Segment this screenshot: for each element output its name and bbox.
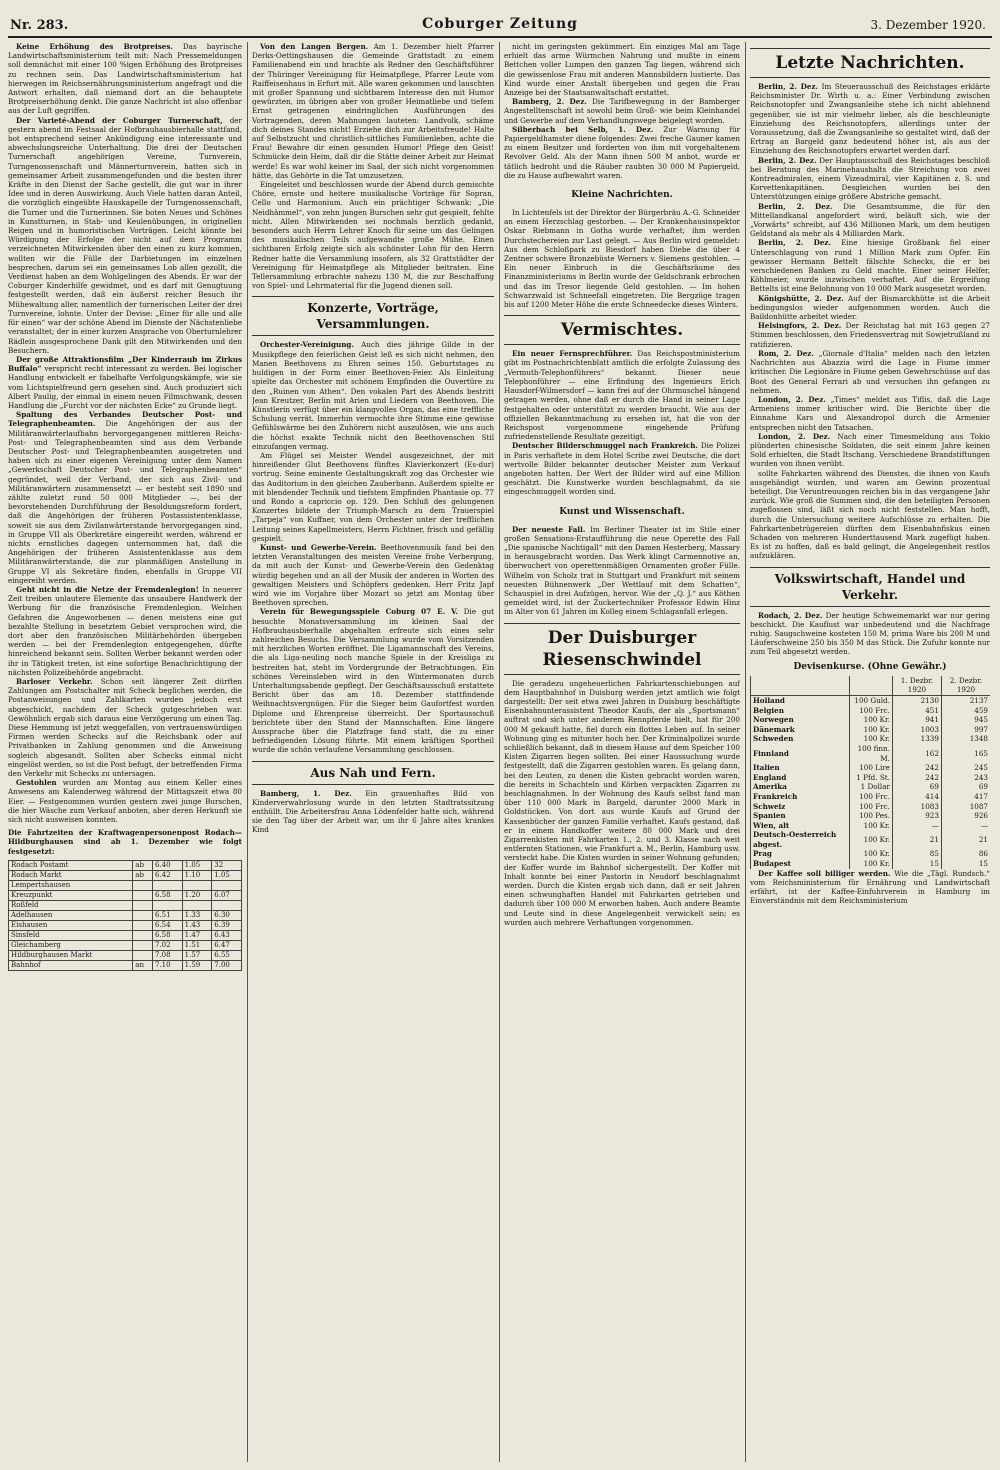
article-text: Eine hiesige Großbank fiel einer Unterschlagung von rund 1 Million Mark zum Opfer. Ein gewisser Hermann Bettelt fälschte Schecks, die er bei verschiedenen Banken zu Geld machte. Einer seiner Helfer, Köhlmeier, wurde inzwischen verhaftet. Auf die Ergreifung Bettelts ist eine Belohnung von 10 000 Mark ausgesetzt worden. bbox=[750, 238, 990, 294]
table-cell: 1087 bbox=[941, 802, 990, 812]
table-cell: Schweiz bbox=[751, 802, 850, 812]
article-paragraph bbox=[8, 355, 242, 410]
table-cell bbox=[182, 900, 212, 910]
table-row bbox=[751, 830, 991, 849]
masthead: Coburger Zeitung bbox=[422, 16, 578, 32]
article-heading: Bamberg, 2. Dez. bbox=[512, 97, 587, 107]
exchange-rates-table bbox=[750, 676, 990, 869]
section-heading: Kleine Nachrichten. bbox=[571, 190, 673, 201]
table-row bbox=[9, 940, 242, 950]
table-cell: Deutsch-Oesterreich abgest. bbox=[751, 830, 850, 849]
table-cell: Finnland bbox=[751, 744, 850, 763]
table-cell: 6.55 bbox=[212, 950, 242, 960]
table-cell: Amerika bbox=[751, 782, 850, 792]
article-text: Ein grauenhaftes Bild von Kinderverwahrlosung wurde in den letzten Stadtratssitzung enthüllt. Die Arbeitersfrau Anna Lödenfelder hatte sich, während sie den Tag über der Arbeit war, um ihr 6 Jahre altes krankes Kind bbox=[252, 788, 494, 835]
article-paragraph bbox=[504, 525, 740, 617]
article-heading: Rodach, 2. Dez. bbox=[758, 610, 823, 620]
table-cell bbox=[182, 880, 212, 890]
column-4 bbox=[750, 42, 990, 1462]
table-cell: 100 Guld. bbox=[850, 695, 893, 705]
table-cell: 414 bbox=[892, 792, 941, 802]
table-row bbox=[9, 890, 242, 900]
table-cell: 100 Frc. bbox=[850, 802, 893, 812]
article-text: In neuerer Zeit treiben unlautere Elemente das unsaubere Handwerk der Werbung für die französische Fremdenlegion. Welchen Gefahren die Angeworbenen — denen meistens eine gut bezahlte Stellung in besetztem Gebiet versprochen wird, die dort aber den französischen Militärbehörden übergeben werden — bei der Fremdenlegion entgegengehen, dürfte hinreichend bekannt sein. Sollten Werber bekannt werden oder ihr in Tätigkeit treten, ist eine sofortige Benachrichtigung der nächsten Polizeibehörde angebracht. bbox=[8, 584, 242, 677]
article-text: Die Polizei in Paris verhaftete in dem Hotel Scribe zwei Deutsche, die dort wertvolle Bilder bekannter deutscher Meister zum Verkauf angeboten hatten. Der Wert der Bilder wird auf eine Million geschätzt. Die Kunstwerke wurden beschlagnahmt, da sie eingeschmuggelt worden sind. bbox=[504, 441, 740, 497]
table-row bbox=[751, 763, 991, 773]
table-cell: 242 bbox=[892, 773, 941, 783]
article-text: Die Angehörigen der aus der Militäranwärterlaufbahn hervorgegangenen mittleren Reichs-Post- und Telegraphenbeamten sind aus dem Verbande Deutscher Post- und Telegraphenbeamten ausgetreten und haben sich zu einer eigenen Vereinigung unter dem Namen „Gewerkschaft Deutscher Post- und Telegraphenbeamten“ gegründet, weil der Verband, der sich aus Zivil- und Militäranwärtern zusammensetzt — er besteht seit 1890 und zählte zuletzt rund 50 000 Mitglieder —, bei der bevorstehenden Durchführung der Besoldungsreform fordert, daß die Angehörigen der früheren Postassistentenklasse, soweit sie aus dem Zivilanwärterstande hervorgegangen sind, in Gruppe VII als Oberkretäre eingereiht werden, während er nichts ernstliches dagegen unternommen hat, daß die Angehörigen der früheren Assistentenklasse aus dem Militäranwärterstande, die zur planmäßigen Anstellung in Gruppe VI als Sekretäre finden, ebenfalls in Gruppe VII eingereiht werden. bbox=[8, 419, 242, 585]
article-paragraph bbox=[504, 349, 740, 441]
table-cell: Sinsfeld bbox=[9, 930, 133, 940]
article-text: nicht im geringsten gekümmert. Ein einziges Mal am Tage erhielt das arme Würmchen Nahrung und mußte in einem Bettchen voller Lumpen den ganzen Tag liegen, während sich die gewissenlose Frau mit anderen Mannsbildern lustierte. Das Kind wurde einer Anstalt übergeben und gegen die Frau Anzeige bei der Staatsanwaltschaft erstattet. bbox=[504, 42, 740, 98]
table-cell: 926 bbox=[941, 811, 990, 821]
article-paragraph bbox=[504, 679, 740, 927]
table-cell: Roßfeld bbox=[9, 900, 133, 910]
table-row bbox=[751, 773, 991, 783]
table-cell: Lempertshausen bbox=[9, 880, 133, 890]
table-cell bbox=[133, 940, 153, 950]
table-row bbox=[751, 744, 991, 763]
article-heading: Orchester-Vereinigung. bbox=[260, 340, 354, 350]
table-cell: 1.10 bbox=[182, 870, 212, 880]
table-cell: 100 Kr. bbox=[850, 715, 893, 725]
article-paragraph bbox=[750, 432, 990, 469]
table-cell: 7.10 bbox=[152, 960, 182, 970]
table-header-cell: 2. Dezbr. 1920 bbox=[941, 676, 990, 696]
article-text: Im Berliner Theater ist im Stile einer großen Sensations-Erstaufführung die neue Operette des Fall „Die spanische Nachtigall“ mit den Damen Hesterberg, Massary in herausgebracht worden. Das Werk klingt Carmennotive an, überwuchert von operettenmäßigen Ornamenten großer Fülle. Wilhelm von Scholz trat in Stuttgart und Frankfurt mit seinem neuesten Bühnenwerk „Der Wettlauf mit dem Schatten“, Schauspiel in drei Aufzügen, hervor. Wie der „Q. J.“ aus Köthen gemeldet wird, ist der Zuckertechniker Professor Edwin Hinz im Alter von 61 Jahren im Kolleg einem Schlaganfall erlegen. bbox=[504, 524, 740, 617]
table-row bbox=[9, 960, 242, 970]
table-cell: 100 Lire bbox=[850, 763, 893, 773]
section-heading: Volkswirtschaft, Handel und Verkehr. bbox=[750, 567, 990, 607]
table-cell: 997 bbox=[941, 725, 990, 735]
article-paragraph bbox=[252, 180, 494, 290]
table-cell: — bbox=[892, 821, 941, 831]
table-cell: 945 bbox=[941, 715, 990, 725]
article-text: Das Reichspostministerium gibt im Postnachrichtenblatt amtlich die erfolgte Zulassung des „Vermuth-Telephonführers“ bekannt. Dieser neue Telephonführer — eine Erfindung des Ingenieurs Erich Hausdorf-Wilmersdorf — kann frei auf der Ohrmuschel hängend getragen werden, ohne daß er durch die Hand in seiner Lage festgehalten oder unterstützt zu werden braucht. Wie aus der offiziellen Bekanntmachung zu ersehen ist, hat die von der Reichspost vorgenommene eingehende Prüfung zufriedenstellende Resultate gezeitigt. bbox=[504, 349, 740, 442]
table-cell bbox=[212, 880, 242, 890]
table-cell bbox=[133, 950, 153, 960]
table-cell: 100 Kr. bbox=[850, 859, 893, 869]
article-paragraph bbox=[750, 156, 990, 202]
article-paragraph bbox=[504, 42, 740, 97]
table-cell: 6.51 bbox=[152, 910, 182, 920]
section-heading: Letzte Nachrichten. bbox=[750, 48, 990, 78]
article-paragraph bbox=[252, 607, 494, 754]
table-cell: 1.57 bbox=[182, 950, 212, 960]
table-cell: 1.33 bbox=[182, 910, 212, 920]
table-cell: Norwegen bbox=[751, 715, 850, 725]
article-paragraph bbox=[8, 116, 242, 355]
article-text: „Giornale d'Italia“ melden nach den letzten Nachrichten aus Abazzia wird die Lage in Fiume immer kritischer. Die Legionäre in Fiume geben Gewehrschüsse auf das Boot des General Ferrari ab und versuchen ihn gefangen zu nehmen. bbox=[750, 348, 990, 395]
article-heading: Barloser Verkehr. bbox=[16, 677, 93, 687]
table-cell: Prag bbox=[751, 849, 850, 859]
column-1 bbox=[8, 42, 242, 1462]
table-cell: 7.02 bbox=[152, 940, 182, 950]
column-divider bbox=[745, 42, 746, 1462]
article-heading: Der neueste Fall. bbox=[512, 524, 586, 534]
table-cell bbox=[152, 900, 182, 910]
table-row bbox=[9, 920, 242, 930]
article-text: Der heutige Schweinemarkt war nur gering beschickt. Die Kauflust war unbedeutend und die Nachfrage ruhig. Saugschweine kosteten 150 M, prima Ware bis 200 M und Läuferschweine 250 bis 350 M das Stück. Die Zufuhr konnte nur zum Teil abgesetzt werden. bbox=[750, 610, 990, 657]
article-text: Die geradezu ungeheuerlichen Fahrkartenschiebungen auf dem Hauptbahnhof in Duisburg werden jetzt amtlich wie folgt dargestellt: Der seit etwa zwei Jahren in Duisburg beschäftigte Eisenbahnunterassistent Theodor Kaufs, der als „Sportsmann“ auftrat und sich unter anderem Rennpferde hielt, hat für 200 000 M gekauft hatte, fiel durch ein flottes Leben auf. In seiner Wohnung ging es mitunter hoch her. Der Kriminalpolizei wurde schließlich bekannt, daß in diesem Hause auf dem Speicher 100 Kisten Zigarren liegen sollten. Bei einer Haussuchung wurde festgestellt, daß die Zigarren gestohlen waren. Es gelang dann, bei den Leuten, zu denen die Kisten gebracht worden waren, die bereits in Schachteln und Körben verpackten Zigarren zu beschlagnahmen. In der Wohnung des Kaufs selbst fand man über 110 000 Mark in Bargeld, darunter 2000 Mark in Goldstücken. Von dort aus wurde Kaufs auf Grund der Kassenbücher der ganzen Familie verhaftet. Kaufs gestand, daß er in einem Handkoffer weitere 80 000 Mark und drei Zigarrenkisten mit Fahrkarten 1., 2. und 3. Klasse nach weit entfernten Stationen, wie Frankfurt a. M., Berlin, Hamburg usw. versteckt habe. Die Kisten wurden in seiner Wohnung gefunden; der Koffer wurde im Bahnhof sichergestellt. Der Koffer mit Inhalt konnte bei einer Pastorin in Neudorf beschlagnahmt werden. Durch die Kisten ergab sich dann, daß er seit Jahren einen schwunghaften Handel mit Fahrkarten getrieben und dadurch über 100 000 M erworben haben. Auch andere Beamte und Leute sind in diese Angelegenheit verwickelt sein; es wurden auch mehrere Verhaftungen vorgenommen. bbox=[504, 678, 740, 927]
table-cell: 6.58 bbox=[152, 890, 182, 900]
table-header-cell bbox=[751, 676, 850, 696]
table-cell: 459 bbox=[941, 706, 990, 716]
article-paragraph bbox=[8, 778, 242, 824]
table-row bbox=[751, 859, 991, 869]
table-cell: 100 Kr. bbox=[850, 849, 893, 859]
table-cell: 6.40 bbox=[152, 860, 182, 870]
table-cell: 1.05 bbox=[182, 860, 212, 870]
article-heading: Berlin, 2. Dez. bbox=[758, 155, 817, 165]
table-cell bbox=[133, 880, 153, 890]
table-cell: 1.59 bbox=[182, 960, 212, 970]
table-cell bbox=[133, 900, 153, 910]
table-cell bbox=[152, 880, 182, 890]
article-heading: Verein für Bewegungsspiele Coburg 07 E. V. bbox=[260, 607, 458, 617]
table-cell: Italien bbox=[751, 763, 850, 773]
article-text: Die Gesamtsumme, die für den Mittellandkanal angefordert wird, beläuft sich, wie der „Vorwärts“ schreibt, auf 436 Millionen Mark, um dem heutigen Geldstand als mehr als 4 Milliarden Mark. bbox=[750, 201, 990, 239]
table-cell: ab bbox=[133, 860, 153, 870]
table-cell: 1.47 bbox=[182, 930, 212, 940]
column-3 bbox=[504, 42, 740, 1462]
table-row bbox=[751, 792, 991, 802]
table-cell: 69 bbox=[892, 782, 941, 792]
article-heading: Gestohlen bbox=[16, 778, 57, 788]
table-row bbox=[9, 860, 242, 870]
article-heading: Berlin, 2. Dez. bbox=[758, 201, 833, 211]
article-paragraph bbox=[750, 395, 990, 432]
table-cell: 941 bbox=[892, 715, 941, 725]
article-paragraph bbox=[504, 208, 740, 309]
table-cell: 923 bbox=[892, 811, 941, 821]
article-paragraph bbox=[504, 125, 740, 180]
header-rule bbox=[8, 36, 992, 38]
table-row bbox=[751, 695, 991, 705]
bus-schedule-table bbox=[8, 860, 242, 971]
table-cell: 6.47 bbox=[212, 940, 242, 950]
table-cell: 100 Frc. bbox=[850, 706, 893, 716]
table-cell: 6.42 bbox=[152, 870, 182, 880]
table-cell: Adelhausen bbox=[9, 910, 133, 920]
table-cell: 86 bbox=[941, 849, 990, 859]
table-cell: 1.20 bbox=[182, 890, 212, 900]
issue-number: Nr. 283. bbox=[10, 18, 69, 33]
table-cell: 242 bbox=[892, 763, 941, 773]
article-paragraph bbox=[252, 340, 494, 450]
article-text: Der Reichstag hat mit 163 gegen 27 Stimmen beschlossen, den Friedensvertrag mit Sowjetrußland zu ratifizieren. bbox=[750, 321, 990, 349]
article-text: verspricht recht interessant zu werden. Bei logischer Handlung entwickelt er fabelhafte Verfolgungskämpfe, wie sie vom Lichtspielfreund gern gesehen sind. Auch produziert sich Albert Paulig, der einmal in einem neuen Filmschwank, dessen Handlung die „Furcht vor der nächsten Ecke“ zu Grunde liegt. bbox=[8, 364, 242, 410]
table-row bbox=[751, 734, 991, 744]
article-heading: Geht nicht in die Netze der Fremdenlegion! bbox=[16, 584, 199, 594]
table-row bbox=[751, 725, 991, 735]
article-heading: Der große Attraktionsfilm „Der Kinderraub im Zirkus Buffalo“ bbox=[8, 354, 242, 374]
table-cell: Hildburghausen Markt bbox=[9, 950, 133, 960]
article-paragraph bbox=[252, 543, 494, 607]
table-cell: 6.43 bbox=[212, 930, 242, 940]
article-text: Am 1. Dezember hielt Pfarrer Derks-Oettingshausen die Gemeinde Grattstadt zu einem Familienabend ein und brachte als Redner den Geschäftsführer der Thüringer Vereinigung für Heimatpflege, Pfarrer Leute vom Raiffeisenhaus in Erfurt mit. Alle waren gekommen und lauschten mit großer Spannung und sichtbarem Interesse den mit Humor gewürzten, im übrigen aber von großer Heimatliebe und tiefem Ernst getragenen eindringlichen Ausführungen des Vortragenden, deren Mahnungen lauteten: Landvolk, schäme dich deines Standes nicht! Erziehe dich zur Arbeitsfreude! Halte auf Selbstzucht und christlich-sittliches Familienleben, achte die Frau! Bewahre dir einen gesunden Humor! Pflege den Geist! Schmücke dein Heim, daß dir die Stätte deiner Arbeit zur Heimat werde! Es war wohl keiner im Saal, der sich nicht vorgenommen hätte, das Gehörte in die Tat umzusetzen. bbox=[252, 42, 494, 180]
article-text: „Times“ meldet aus Tiflis, daß die Lage Armeniens immer kritischer wird. Die Berichte über die Einnahme Kars und Alexandropol durch die Armenier entsprechen nicht den Tatsachen. bbox=[750, 394, 990, 432]
table-header-cell bbox=[850, 676, 893, 696]
article-paragraph bbox=[750, 294, 990, 322]
table-cell: 6.30 bbox=[212, 910, 242, 920]
article-heading: Königshütte, 2. Dez. bbox=[758, 293, 844, 303]
exchange-rates-title: Devisenkurse. (Ohne Gewähr.) bbox=[793, 661, 947, 672]
article-paragraph bbox=[750, 202, 990, 239]
article-text: Nach einer Timesmeldung aus Tokio plünderten chinesische Soldaten, die seit einem Jahre keinen Sold erhielten, die Stadt Itschang. Verschiedene Brandstiftungen wurden von ihnen verübt. bbox=[750, 431, 990, 469]
article-heading: Spaltung des Verbandes Deutscher Post- und Telegraphenbeamten. bbox=[8, 410, 242, 429]
table-cell: 1003 bbox=[892, 725, 941, 735]
article-paragraph bbox=[750, 469, 990, 561]
table-cell: 1.51 bbox=[182, 940, 212, 950]
table-row bbox=[9, 910, 242, 920]
table-row bbox=[9, 900, 242, 910]
table-cell: 21 bbox=[941, 830, 990, 849]
article-text: Auf der Bismarckhütte ist die Arbeit bedingungslos wieder aufgenommen worden. Auch die Baildonhütte arbeitet wieder. bbox=[750, 293, 990, 322]
table-cell: 6.54 bbox=[152, 920, 182, 930]
article-heading: Silberbach bei Selb, 1. Dez. bbox=[512, 124, 654, 134]
table-row bbox=[9, 880, 242, 890]
table-cell: Dänemark bbox=[751, 725, 850, 735]
table-cell: Holland bbox=[751, 695, 850, 705]
table-row bbox=[751, 849, 991, 859]
table-cell: 1083 bbox=[892, 802, 941, 812]
article-heading: Berlin, 2. Dez. bbox=[758, 238, 832, 248]
article-heading: Bamberg, 1. Dez. bbox=[260, 788, 352, 798]
article-paragraph bbox=[504, 441, 740, 496]
article-heading: Der Varieté-Abend der Coburger Turnerschaft, bbox=[16, 115, 223, 125]
article-text: wurden am Montag aus einem Keller eines Anwesens am Kalenderweg während der Mittagszeit etwa 80 Eier. — Festgenommen wurden gestern zwei junge Burschen, die hier Wäsche zum Verkauf anboten, aber deren Herkunft sie sich nicht ausweisen konnten. bbox=[8, 778, 242, 825]
table-cell: 7.08 bbox=[152, 950, 182, 960]
table-cell: Wien, alt bbox=[751, 821, 850, 831]
table-cell: 417 bbox=[941, 792, 990, 802]
article-paragraph bbox=[8, 42, 242, 116]
table-cell: 2130 bbox=[892, 695, 941, 705]
table-cell: Spanien bbox=[751, 811, 850, 821]
article-heading: Helsingfors, 2. Dez. bbox=[758, 321, 842, 331]
article-paragraph bbox=[750, 869, 990, 906]
issue-date: 3. Dezember 1920. bbox=[870, 18, 986, 32]
table-cell: 100 Kr. bbox=[850, 830, 893, 849]
table-cell: 1 Dollar bbox=[850, 782, 893, 792]
table-cell bbox=[133, 920, 153, 930]
table-cell: 15 bbox=[941, 859, 990, 869]
section-heading: Kunst und Wissenschaft. bbox=[559, 506, 685, 517]
table-header-row bbox=[751, 676, 991, 696]
article-paragraph bbox=[8, 585, 242, 677]
article-paragraph bbox=[750, 611, 990, 657]
table-row bbox=[751, 821, 991, 831]
section-heading: Der Duisburger Riesenschwindel bbox=[504, 623, 740, 675]
article-text: Das bayrische Landwirtschaftsministerium teilt mit: Nach Pressemeldungen soll demnächst mit einer 100 %igen Erhöhung des Brotpreises zu rechnen sein. Das Landwirtschaftsministerium hat hierwegen im Reichsernährungsministerium angefragt und die Antwort erhalten, daß niemand dort an die behauptete Brotpreiserhöhung denkt. Die ganze Nachricht ist also offenbar aus der Luft gegriffen. bbox=[8, 42, 242, 116]
article-text: Auch dies jährige Gilde in der Musikpflege den feierlichen Geist leß es sich nicht nehmen, den Manen Beethovens zu Ehren seines 150. Geburtstages zu huldigen in der Form einer Beethoven-Feier. Als Einleitung spielte das Orchester mit schönem Empfinden die Ouvertüre zu den „Ruinen von Athen“. Den vokalen Part des Abends bestritt Jean Kreutzer, Berlin mit Arien und Liedern von Beethoven. Die Künstlerin verfügt über ein klangvolles Organ, das eine treffliche Schulung verrät. Immerhin vermochte ihre Stimme eine gewisse Gefühlswärme bei den Zuhörern nicht auszulösen, wie uns auch die höchst exakte Technik nicht den Beethovenschen Stil einzufangen vermag. bbox=[252, 340, 494, 451]
table-header-cell: 1. Dezbr. 1920 bbox=[892, 676, 941, 696]
table-cell: 1.43 bbox=[182, 920, 212, 930]
article-paragraph bbox=[252, 42, 494, 180]
article-text: Die gut besuchte Monatsversammlung im kleinen Saal der Hofbrauhausbierhalle abgehalten erfreute sich eines sehr zahlreichen Besuchs. Die Versammlung wurde vom Vorsitzenden mit herzlichen Worten eröffnet. Die Ligamannschaft des Vereins, die als Liga-neuling noch manche Spiele in der Kreisliga zu bestreiten hat, steht im Vordergrunde der Betrachtungen. Ein schönes Vereinsleben wird in den Wintermonaten durch Unterhaltungsabende gepflegt. Der Geschäftsausschuß erstattete Bericht über das am 18. Dezember stattfindende Weihnachtsvergnügen. Für die Sieger beim Gaufortfest wurden Diplome und Ehrenpreise überreicht. Der Sportausschuß berichtete über den Stand der Mannschaften. Eine längere Aussprache über die Platzfrage fand statt, die zu einer befriedigenden Lösung führte. Mit einem kräftigen Sportheil wurde die schön verlaufene Versammlung geschlossen. bbox=[252, 607, 494, 755]
article-text: Wie die „Tägl. Rundsch.“ vom Reichsministerium für Ernährung und Landwirtschaft erfährt, ist der Kaffee-Einfuhrverein in Hamburg im Einverständnis mit dem Reichsministerium bbox=[750, 868, 990, 906]
table-cell: 15 bbox=[892, 859, 941, 869]
table-cell: Gleichamberg bbox=[9, 940, 133, 950]
table-cell: — bbox=[941, 821, 990, 831]
table-row bbox=[751, 715, 991, 725]
article-heading: Keine Erhöhung des Brotpreises. bbox=[16, 42, 173, 51]
table-cell: 32 bbox=[212, 860, 242, 870]
table-cell: 100 Frc. bbox=[850, 792, 893, 802]
table-cell: Schweden bbox=[751, 734, 850, 744]
table-cell: England bbox=[751, 773, 850, 783]
table-cell: 1 Pfd. St. bbox=[850, 773, 893, 783]
article-text: In Lichtenfels ist der Direktor der Bürgerbräu A.-G. Schneider an einem Herzschlag gestorben. — Der Krankenhausinspektor Oskar Riebmann in Gotha wurde verhaftet; ihm werden Durchstechereien zur Last gelegt. — Aus Berlin wird gemeldet: Aus dem Schloßpark zu Biesdorf haben Diebe die über 4 Zentner schwere Bronzebüste Werners v. Siemens gestohlen. — Ein neuer Einbruch in die Geschäftsräume des Finanzministeriums in Berlin wurde der Geldschrank erbrochen und das im Tresor liegende Geld gestohlen. — Im hohen Schwarzwald ist Schneefall eingetreten. Die Bergzüge tragen bis auf 1200 Meter Höhe die erste Schneedecke dieses Winters. bbox=[504, 208, 740, 310]
table-cell: Kreuzpunkt bbox=[9, 890, 133, 900]
table-cell bbox=[133, 930, 153, 940]
article-heading: Ein neuer Fernsprechführer. bbox=[512, 349, 633, 359]
table-row bbox=[9, 950, 242, 960]
column-divider bbox=[499, 42, 500, 1462]
section-heading: Aus Nah und Fern. bbox=[252, 761, 494, 785]
table-cell bbox=[133, 890, 153, 900]
article-paragraph bbox=[750, 349, 990, 395]
table-cell bbox=[212, 900, 242, 910]
table-cell: 7.00 bbox=[212, 960, 242, 970]
article-text: Am Flügel sei Meister Wendel ausgezeichnet, der mit hinreißender Glut Beethovens fünftes Klavierkonzert (Es-dur) vortrug. Seine eminente Gestaltungskraft zog das Orchester wie das Auditorium in den gleichen Zauberbann. Außerdem spielte er mit blendender Technik und tiefstem Empfinden Phantasie op. 77 und Rondo a capriccio op. 129. Den Schluß des gelungenen Konzertes bildete der Triumph-Marsch zu dem Trauerspiel „Tarpeja“ von Kuffner, von dem Orchester unter der trefflichen Leitung seines Kapellmeisters, Herrn Fichtner, frisch und gefällig gespielt. bbox=[252, 450, 494, 543]
table-cell: Rodach Postamt bbox=[9, 860, 133, 870]
table-cell: 6.39 bbox=[212, 920, 242, 930]
article-heading: Rom, 2. Dez. bbox=[758, 348, 814, 358]
table-cell: 6.07 bbox=[212, 890, 242, 900]
article-paragraph bbox=[504, 97, 740, 125]
section-heading: Vermischtes. bbox=[504, 315, 740, 345]
article-paragraph bbox=[8, 410, 242, 585]
page-header bbox=[0, 0, 1000, 36]
column-divider bbox=[247, 42, 248, 1462]
table-cell bbox=[133, 910, 153, 920]
table-cell: 69 bbox=[941, 782, 990, 792]
table-cell: 162 bbox=[892, 744, 941, 763]
article-paragraph bbox=[8, 677, 242, 778]
table-row bbox=[9, 930, 242, 940]
table-row bbox=[751, 802, 991, 812]
article-text: der gestern abend im Festsaal der Hofbrauhausbierhalle stattfand, bot entsprechend seiner Ankündigung eine interessante und abwechslungsreiche Unterhaltung. Die drei der Deutschen Turnerschaft angehörigen Vereine, Turnverein, Turngenossenschaft und Männerturnverein, hatten sich in gemeinsamer Arbeit zusammengefunden und die besten ihrer Kräfte in den Dienst der Sache gestellt, die gut war in ihrer Idee und in deren Auswirkung. Auch Viele hatten daran Anteil, die vorzüglich eingeübte Hauskapelle der Turngenossenschaft, die Turner und die Turnerinnen. Sie boten Neues und Schönes in Kunstturnen, in Stab- und Keulenübungen, in originellen Reigen und in humoristischen Vorträgen. Leicht könnte bei Würdigung der Erfolge der nicht auf dem Programm verzeichneten Mitwirkenden über den einen zu kurz kommen, wollten wir die Fülle der Darbietungen im einzelnen besprechen, darum sei ein gemeinsames Lob allen gezollt, die Verdienst haben an dem Wohlgelingen des Abends. Er war der Coburger Kinderhilfe gewidmet, und es darf mit Genugtuung festgestellt werden, daß ein äußerst reicher Besuch ihr Mühewaltung aller, namentlich der turnerischen Leiter der drei Turnvereine, lohnte. Unter der Devise: „Einer für alle und alle für einen“ war der schöne Abend im Dienste der Nächstenliebe veranstaltet; der in einer kurzen Ansprache von Oberturnlehrer Rädlein ausgesprochene Dank gilt den Mitwirkenden und den Besuchern. bbox=[8, 115, 242, 355]
table-cell: 165 bbox=[941, 744, 990, 763]
article-heading: Berlin, 2. Dez. bbox=[758, 82, 819, 91]
article-text: Zur Warnung für Papiergeldhamster diene folgendes: Zwei freche Gauner kamen zu einem Besitzer und forderten von ihm mit vorgehaltenem Revolver Geld. Als der Mann ihnen 500 M anbot, wurde er tätlich bedroht und die Räuber raubten 30 000 M Papiergeld, die zu Hause aufbewahrt waren. bbox=[504, 124, 740, 180]
table-cell: ab bbox=[133, 870, 153, 880]
table-cell: 100 Kr. bbox=[850, 821, 893, 831]
schedule-title: Die Fahrtzeiten der Kraftwagenpersonenpost Rodach—Hildburghausen sind ab 1. Dezember wie folgt festgesetzt: bbox=[8, 828, 242, 856]
article-heading: Der Kaffee soll billiger werden. bbox=[758, 868, 891, 878]
article-paragraph bbox=[252, 451, 494, 543]
table-row bbox=[751, 782, 991, 792]
article-text: sollte Fahrkarten während des Dienstes, die ihnen von Kaufs ausgehändigt wurden, und waren am Gewinn prozentual beteiligt. Die Veruntreuungen reichen bis in das vergangene Jahr zurück. Wie groß die Summen sind, die den beteiligten Personen zugeflossen sind, läßt sich noch nicht feststellen. Man hofft, durch die Untersuchung weitere Aufschlüsse zu erhalten. Die Fahrkartenbetrügereien dürften dem Eisenbahnfiskus einen Schaden von mehreren Hunderttausend Mark zugefügt haben. Es ist zu hoffen, daß es bald gelingt, die Angelegenheit restlos aufzuklären. bbox=[750, 468, 990, 561]
table-cell: 1348 bbox=[941, 734, 990, 744]
table-cell: 1339 bbox=[892, 734, 941, 744]
table-cell: Eishausen bbox=[9, 920, 133, 930]
table-cell: 2137 bbox=[941, 695, 990, 705]
article-paragraph bbox=[750, 321, 990, 349]
article-text: Eingeleitet und beschlossen wurde der Abend durch gemischte Chöre, ernste und heitere musikalische Vorträge für Sopran, Cello und Harmonium. Auch ein prächtiger Schwank: „Die Neidhämmel“, von zehn jungen Burschen sehr gut gespielt, fehlte nicht. Allen Mitwirkenden sei nochmals herzlich gedankt, besonders auch Herrn Lehrer Knoch für seine um das Gelingen des musikalischen Teils aufgewandte große Mühe. Einen sichtbaren Erfolg zeigte sich als schönster Lohn für den Herrn Redner hatte die Versammlung insofern, als 32 Grattstädter der Vereinigung für Heimatpflege als Mitglieder beitraten. Eine Tellersammlung erbrachte nahezu 130 M, die zur Beschaffung von Spiel- und Lehrmaterial für die Jugend dienen soll. bbox=[252, 180, 494, 291]
article-heading: Von den Langen Bergen. bbox=[260, 42, 369, 51]
table-cell: Belgien bbox=[751, 706, 850, 716]
article-text: Schon seit längerer Zeit dürften Zahlungen am Postschalter mit Scheck beglichen werden, die Postanweisungen und Zahlkarten wurden jedoch erst abgeschickt, nachdem der Scheck gutgeschrieben war. Gewöhnlich ergab sich daraus eine Verzögerung um einen Tag. Diese Hemmung ist jetzt weggefallen, von vertrauenswürdigen Firmen werden Schecks auf die Reichsbank oder auf Privatbanken in Zahlung genommen und die Anweisung sogleich abgesandt. Sollten aber Schecks einmal nicht eingelöst werden, so ist die Post befugt, der betreffenden Firma den Verkehr mit Schecks zu untersagen. bbox=[8, 677, 242, 779]
article-text: Der Hauptausschuß des Reichstages beschloß bei Beratung des Marinehaushalts die Streichung von zwei Kontreadmiralen, einem Vizeadmiral, vier Kapitänen z. S. und Korvettenkapitänen. Desgleichen wurden bei den Unterstützungen einige größere Abstriche gemacht. bbox=[750, 155, 990, 202]
table-cell: Frankreich bbox=[751, 792, 850, 802]
table-cell: 100 Kr. bbox=[850, 725, 893, 735]
table-cell: 1.05 bbox=[212, 870, 242, 880]
section-heading: Konzerte, Vorträge, Versammlungen. bbox=[252, 296, 494, 336]
table-row bbox=[9, 870, 242, 880]
article-text: Im Steuerausschuß des Reichstages erklärte Reichsminister Dr. Wirth u. a.: Einer Verbindung zwischen Reichsnotopfer und Zwangsanleihe stehe ich nicht ablehnend gegenüber, sie ist mir vielmehr lieber, als die beschleunigte Einziehung des Reichsnotopfers, allerdings unter der Voraussetzung, daß die Zwangsanleihe so gestaltet wird, daß der Ertrag an Bargeld ganz bedeutend höher ist, als aus der Einziehung des Reichsnotopfers erwartet werden darf. bbox=[750, 82, 990, 156]
article-text: Die Tarifbewegung in der Bamberger Angestelltenschaft ist sowohl beim Groß- wie beim Kleinhandel und Gewerbe auf dem Verhandlungswege beigelegt worden. bbox=[504, 97, 740, 125]
table-row bbox=[751, 706, 991, 716]
article-heading: London, 2. Dez. bbox=[758, 394, 826, 404]
article-paragraph bbox=[750, 238, 990, 293]
article-paragraph bbox=[252, 789, 494, 835]
table-cell: Bahnhof bbox=[9, 960, 133, 970]
column-2 bbox=[252, 42, 494, 1462]
article-paragraph bbox=[750, 82, 990, 156]
table-cell: 6.58 bbox=[152, 930, 182, 940]
table-cell: 100 Kr. bbox=[850, 734, 893, 744]
article-heading: Deutscher Bilderschmuggel nach Frankreich. bbox=[512, 441, 698, 451]
article-heading: Kunst- und Gewerbe-Verein. bbox=[260, 542, 377, 552]
table-cell: 100 finn. M. bbox=[850, 744, 893, 763]
table-cell: 243 bbox=[941, 773, 990, 783]
table-cell: 85 bbox=[892, 849, 941, 859]
table-cell: 100 Pes. bbox=[850, 811, 893, 821]
article-heading: London, 2. Dez. bbox=[758, 431, 831, 441]
table-cell: 245 bbox=[941, 763, 990, 773]
table-cell: 451 bbox=[892, 706, 941, 716]
table-cell: Budapest bbox=[751, 859, 850, 869]
table-cell: Rodach Markt bbox=[9, 870, 133, 880]
table-cell: 21 bbox=[892, 830, 941, 849]
table-cell: an bbox=[133, 960, 153, 970]
article-text: Beethovenmusik fand bei den letzten Veranstaltungen des meisten Vereine frohe Verbergung, da mit auch der Kunst- und Gewerbe-Verein den Gedenktag würdig begehen und an all der Musik der anderen in Worten des gewaltigen Meisters und Schöpfers gedenken. Herr Fritz Japf wird wie im Vorjahre über Mozart so jetzt am Montag über Beethoven sprechen. bbox=[252, 542, 494, 608]
table-row bbox=[751, 811, 991, 821]
